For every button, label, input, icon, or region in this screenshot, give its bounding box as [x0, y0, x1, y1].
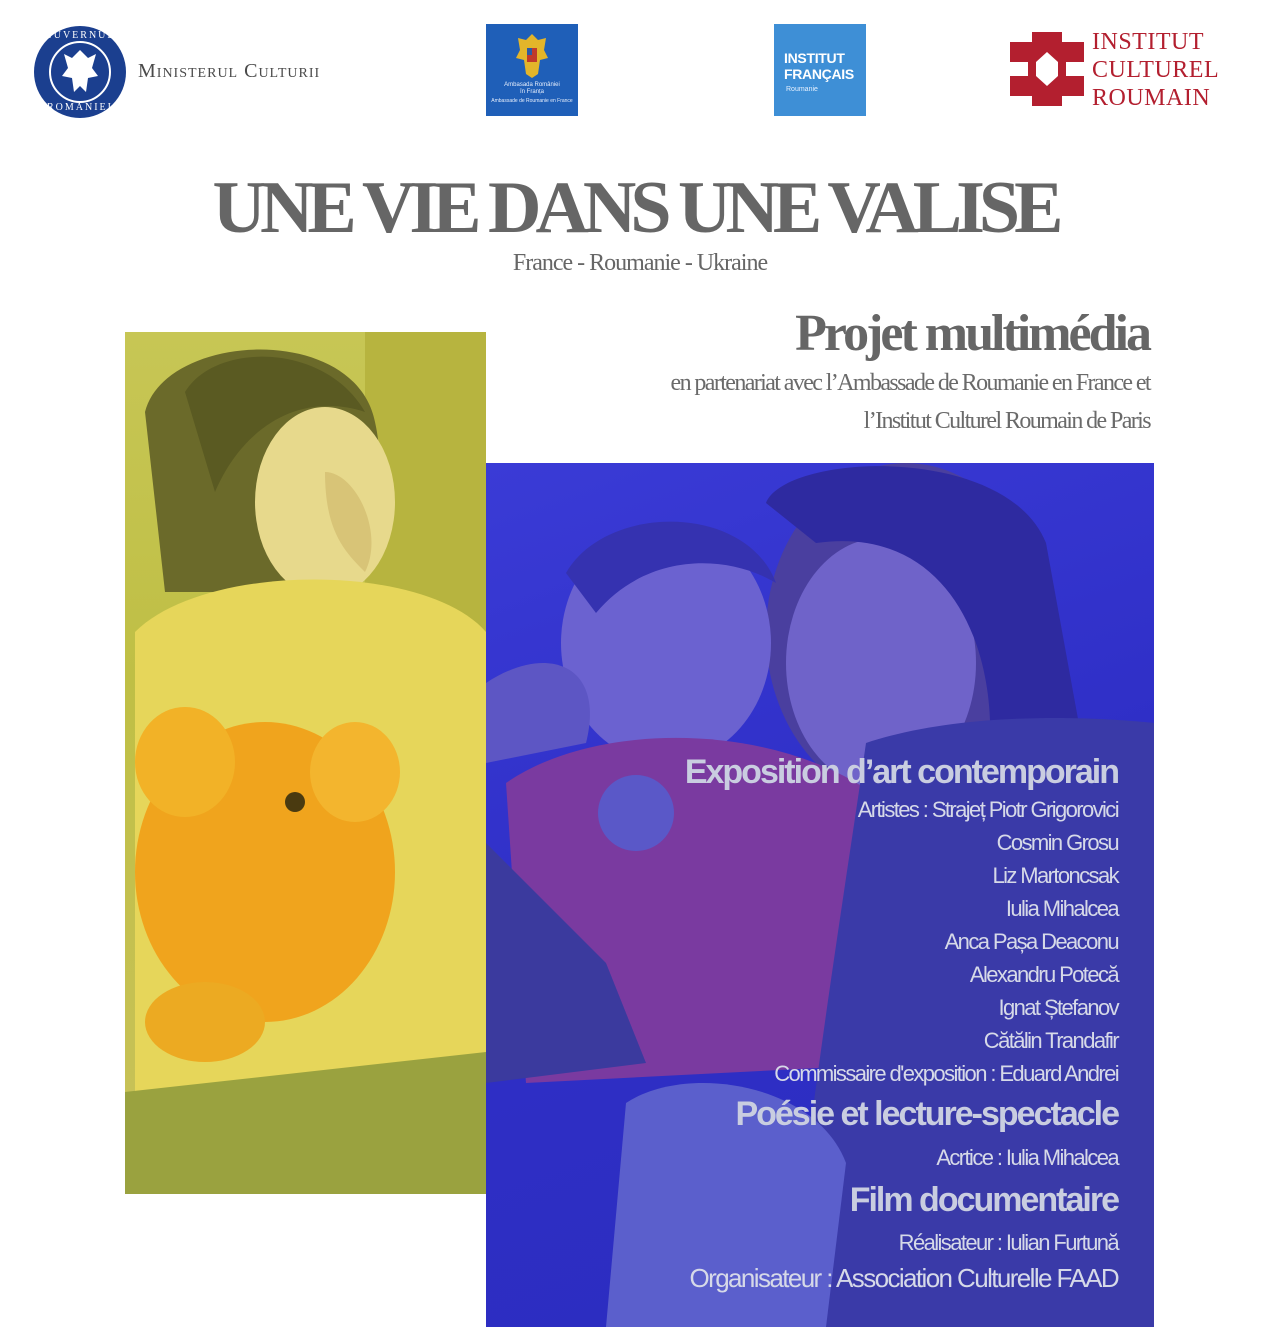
- artist-line: Cătălin Trandafir: [983, 1028, 1118, 1053]
- embassy-line1: Ambasada României: [504, 82, 560, 88]
- main-title: UNE VIE DANS UNE VALISE: [212, 167, 1058, 249]
- institut-francais-line1: INSTITUT: [784, 50, 845, 66]
- institut-francais-line3: Roumanie: [786, 86, 818, 93]
- institut-francais-logo: [774, 24, 866, 116]
- actress-line: Acrtice : Iulia Mihalcea: [936, 1145, 1118, 1170]
- film-heading: Film documentaire: [849, 1181, 1118, 1219]
- icr-line1: INSTITUT: [1092, 29, 1204, 55]
- countries-subtitle: France - Roumanie - Ukraine: [512, 250, 768, 276]
- artist-line: Liz Martoncsak: [992, 863, 1118, 888]
- embassy-line2: în Franța: [519, 89, 544, 95]
- director-line: Réalisateur : Iulian Furtună: [898, 1230, 1118, 1255]
- romanian-coat-of-arms-icon: [516, 34, 548, 78]
- artist-line: Ignat Ștefanov: [998, 995, 1118, 1020]
- icr-line2: CULTUREL: [1092, 57, 1220, 83]
- artist-line: Cosmin Grosu: [996, 830, 1118, 855]
- poetry-heading: Poésie et lecture-spectacle: [735, 1095, 1118, 1133]
- artist-line: Iulia Mihalcea: [1005, 896, 1118, 921]
- project-title: Projet multimédia: [795, 305, 1149, 362]
- girl-with-plush-toy-photo: [125, 332, 486, 1194]
- embassy-logo: [486, 24, 578, 116]
- icr-logo-text: [1092, 28, 1219, 112]
- institut-francais-line2: FRANÇAIS: [784, 66, 854, 82]
- partner-line-1: en partenariat avec l’Ambassade de Roumanie en France et: [670, 370, 1150, 396]
- organizer-line: Organisateur : Association Culturelle FAAD: [689, 1263, 1118, 1293]
- icr-cross-icon: [1010, 32, 1084, 106]
- artist-line: Alexandru Potecă: [969, 962, 1118, 987]
- government-top-text: GUVERNUL: [44, 30, 116, 41]
- curator-line: Commissaire d'exposition : Eduard Andrei: [774, 1061, 1118, 1086]
- artist-line: Artistes : Strajeț Piotr Grigorovici: [857, 797, 1118, 822]
- exposition-heading: Exposition d’art contemporain: [684, 753, 1118, 791]
- embassy-line3: Ambassade de Roumanie en France: [491, 98, 573, 104]
- mother-and-sleeping-child-photo: [486, 463, 1154, 1327]
- artist-line: Anca Pașa Deaconu: [944, 929, 1118, 954]
- government-logo: [32, 24, 128, 120]
- icr-line3: ROUMAIN: [1092, 85, 1211, 111]
- ministry-label: Ministerul Culturii: [138, 60, 321, 82]
- partner-line-2: l’Institut Culturel Roumain de Paris: [863, 408, 1150, 434]
- government-bottom-text: ROMÂNIEI: [47, 102, 113, 113]
